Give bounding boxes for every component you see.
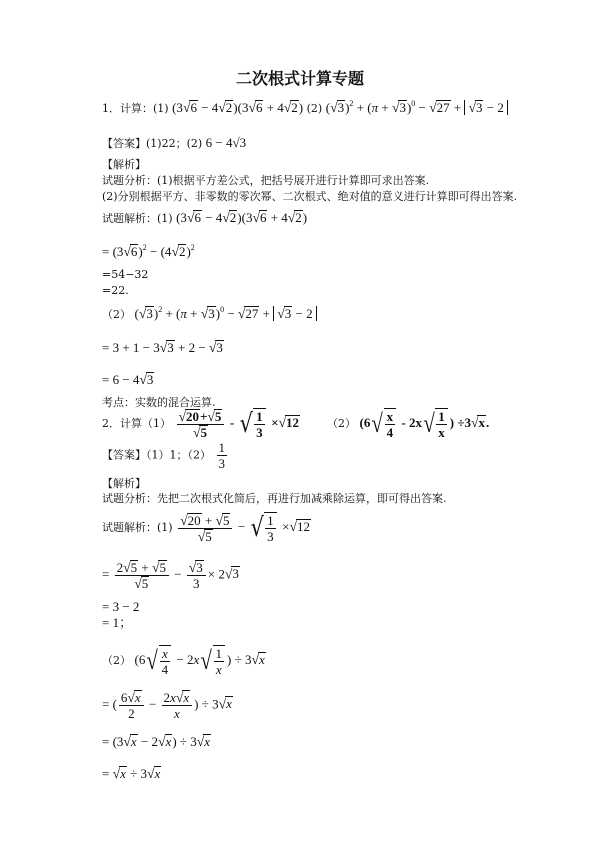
q1-answer: 【答案】(1)22；(2) [102,137,203,150]
q2-analysis-heading: 【解析】 [102,477,146,490]
q1-step-2: =22. [102,284,129,297]
q2-solution-label: 试题解析：(1) [102,521,173,534]
q2-step-1: = 3 − 2 [102,599,140,614]
q2-prompt-fraction: $\frac{√20+√5}{√5}$ [177,409,225,440]
q1-part2-expr: $(√3)^2 + (\pi + √3)^0 - √27 + √3 - 2$ [135,306,317,321]
page-title: 二次根式计算专题 [235,69,364,88]
q1-solution-expr: (3√6 − 4√2)(3√6 + 4√2) [176,210,308,225]
q1-prompt-line [102,100,508,116]
q1-part2-step-1: = 3 + 1 − 3√3 + 2 − √3 [102,340,223,355]
q2-analysis: 试题分析：先把二次根式化简后，再进行加减乘除运算，即可得出答案. [102,492,447,505]
q2-step-0: = $\frac{2√5 + √5}{√5}$ − $\frac{√3}{3}$ × 2√3 [102,560,239,591]
q1-answer-line [102,136,246,151]
q2-answer-fraction: $\frac{1}{3}$ [218,440,225,471]
q2-solution-line: 试题解析：(1) $\frac{√20 + √5}{√5}$ − √ $\frac{1}{3}$ ×√12 [102,512,310,544]
q2-part2-step-1: = ( $\frac{6√x}{2}$ − $\frac{2x√x}{x}$ ) ÷ 3√x [102,690,232,721]
q2-step-2: = 1； [102,615,133,630]
q1-expr-2: $(√3)^2 + (\pi + √3)^0 - √27 + √3 - 2$ [326,100,508,115]
q2-prompt-line: 2．计算（1） $\frac{√20+√5}{√5}$ - √ $\frac{1}{3}$ ×√12 （2） (6√ $\frac{x}{4}$ - 2x√ $\frac{1}{x}$ ) ÷3√x. [102,408,490,441]
q1-point: 考点：实数的混合运算. [102,396,216,409]
q1-part2-line [102,306,317,322]
q1-analysis-heading: 【解析】 [102,158,146,171]
q1-part2-label: (2) [306,102,323,115]
q1-prompt: 1．计算：(1) [102,102,169,115]
q2-part2-step-2: = (3√x − 2√x) ÷ 3√x [102,734,211,749]
q2-part2-line: （2） (6√ $\frac{x}{4}$ − 2x√ $\frac{1}{x}$ ) ÷ 3√x [102,646,265,677]
q1-expr-1: (3√6 − 4√2)(3√6 + 4√2) [172,100,304,115]
q1-answer-part2: 6 − 4√3 [205,135,247,150]
q2-part2-prefix: （2） [327,417,357,430]
q1-solution-line [102,210,307,226]
q2-answer-line [102,440,229,471]
q2-part2-step-3: = √x ÷ 3√x [102,766,161,781]
q1-part2-step-2: = 6 − 4√3 [102,372,154,387]
q2-part2-label: （2） [102,653,131,667]
q1-analysis-1: 试题分析：(1)根据平方差公式，把括号展开进行计算即可求出答案. [102,174,430,187]
q2-answer: 【答案】（1）1；（2） [102,448,211,462]
q2-prompt: 2．计算（1） [102,417,171,430]
q1-part2-prefix: （2） [102,308,131,321]
q1-analysis-2: (2)分别根据平方、非零数的零次幂、二次根式、绝对值的意义进行计算即可得出答案. [102,190,518,203]
q1-solution-label: 试题解析：(1) [102,212,173,225]
q1-step-0: = $(3√6)^2 - (4√2)^2$ [102,243,195,259]
q2-prompt-part2: (6√ $\frac{x}{4}$ - 2x√ $\frac{1}{x}$ ) ÷3√x. [359,409,490,441]
q1-step-1: =54−32 [102,268,149,281]
